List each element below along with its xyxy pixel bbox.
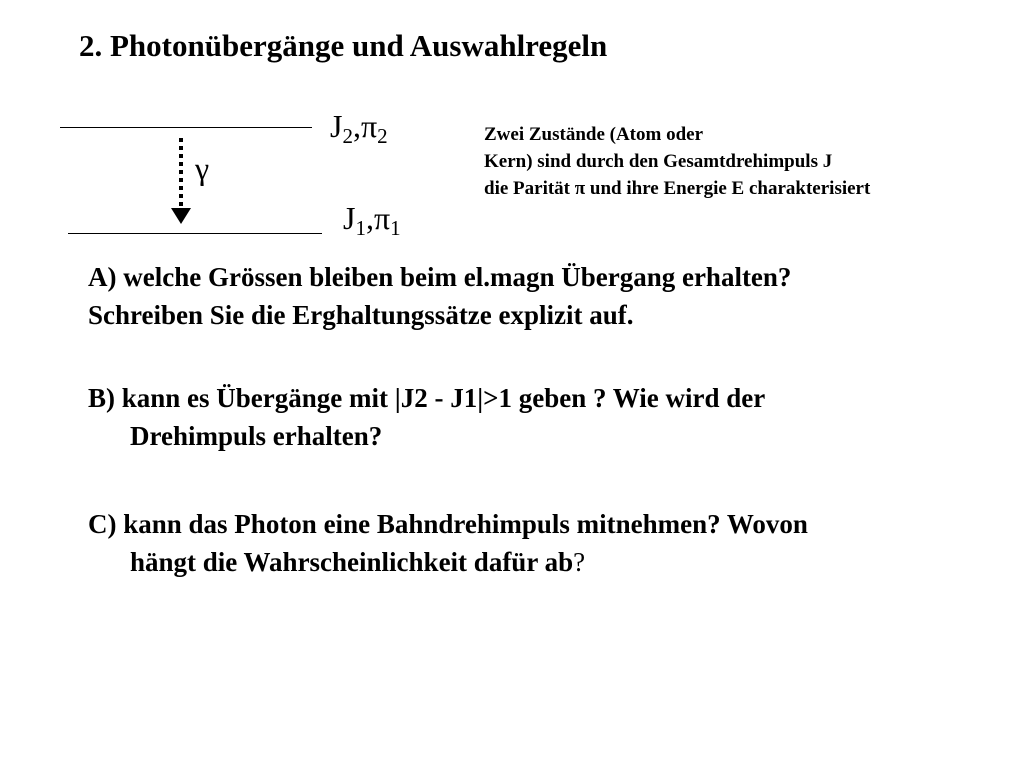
state-description: [484, 121, 870, 202]
upper-level-label: [330, 108, 388, 149]
question-c-line: [88, 543, 808, 581]
lower-energy-level-line: [68, 233, 322, 234]
slide-title: 2. Photonübergänge und Auswahlregeln: [79, 28, 608, 63]
upper-level-parity: π: [360, 108, 378, 144]
question-b-line: Drehimpuls erhalten?: [130, 421, 383, 451]
question-b: [88, 379, 765, 455]
question-c: [88, 505, 808, 581]
question-b-line: B) kann es Übergänge mit |J2 - J1|>1 geben ? Wie wird der: [88, 383, 766, 413]
lower-level-j: J: [343, 200, 356, 236]
lower-level-separator: ,: [365, 200, 374, 236]
lower-level-parity: π: [373, 200, 391, 236]
question-c-line-text: hängt die Wahrscheinlichkeit dafür ab: [130, 547, 574, 577]
description-line: Zwei Zustände (Atom oder: [484, 124, 704, 145]
lower-level-label: [343, 200, 401, 241]
question-c-trailing-mark: ?: [573, 547, 586, 577]
upper-level-separator: ,: [352, 108, 361, 144]
question-a: [88, 258, 791, 334]
photon-symbol: γ: [195, 150, 210, 186]
description-line: die Parität π und ihre Energie E charakterisiert: [484, 178, 871, 199]
transition-arrow-icon: [166, 136, 196, 228]
description-line: Kern) sind durch den Gesamtdrehimpuls J: [484, 151, 833, 172]
upper-level-j-subscript: 2: [342, 124, 353, 148]
question-a-line: A) welche Grössen bleiben beim el.magn Übergang erhalten?: [88, 262, 792, 292]
question-a-line: Schreiben Sie die Erghaltungssätze explizit auf.: [88, 300, 634, 330]
question-c-line: C) kann das Photon eine Bahndrehimpuls mitnehmen? Wovon: [88, 509, 808, 539]
upper-level-j: J: [330, 108, 343, 144]
lower-level-parity-subscript: 1: [390, 216, 401, 240]
upper-energy-level-line: [60, 127, 312, 128]
upper-level-parity-subscript: 2: [377, 124, 388, 148]
lower-level-j-subscript: 1: [355, 216, 366, 240]
